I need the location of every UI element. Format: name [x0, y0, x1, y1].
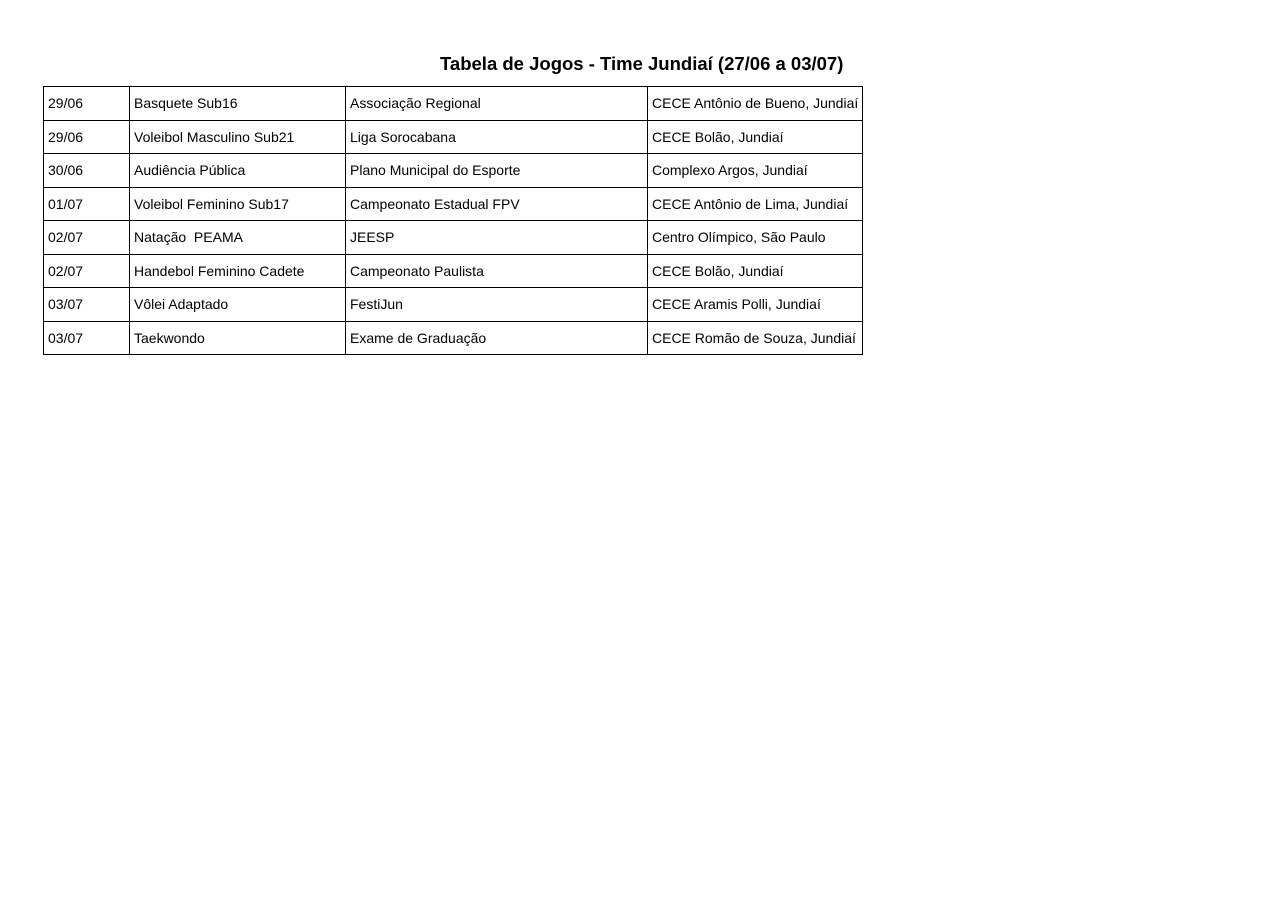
date-cell: 03/07: [44, 321, 130, 355]
sport-cell: Vôlei Adaptado: [130, 288, 346, 322]
date-cell: 30/06: [44, 154, 130, 188]
page-title: Tabela de Jogos - Time Jundiaí (27/06 a 03/07): [440, 53, 844, 74]
table-row: [44, 87, 863, 121]
event-cell: Plano Municipal do Esporte: [346, 154, 648, 188]
date-cell: 02/07: [44, 221, 130, 255]
event-cell: JEESP: [346, 221, 648, 255]
games-table: [43, 86, 863, 355]
table-row: [44, 187, 863, 221]
venue-cell: Complexo Argos, Jundiaí: [648, 154, 863, 188]
sport-cell: Handebol Feminino Cadete: [130, 254, 346, 288]
table-row: [44, 154, 863, 188]
date-cell: 03/07: [44, 288, 130, 322]
venue-cell: CECE Bolão, Jundiaí: [648, 254, 863, 288]
venue-cell: CECE Bolão, Jundiaí: [648, 120, 863, 154]
venue-cell: CECE Aramis Polli, Jundiaí: [648, 288, 863, 322]
event-cell: Liga Sorocabana: [346, 120, 648, 154]
sport-cell: Voleibol Feminino Sub17: [130, 187, 346, 221]
event-cell: Exame de Graduação: [346, 321, 648, 355]
venue-cell: CECE Romão de Souza, Jundiaí: [648, 321, 863, 355]
event-cell: Associação Regional: [346, 87, 648, 121]
date-cell: 01/07: [44, 187, 130, 221]
table-row: [44, 288, 863, 322]
event-cell: Campeonato Estadual FPV: [346, 187, 648, 221]
table-row: [44, 254, 863, 288]
venue-cell: CECE Antônio de Bueno, Jundiaí: [648, 87, 863, 121]
venue-cell: Centro Olímpico, São Paulo: [648, 221, 863, 255]
table-row: [44, 321, 863, 355]
event-cell: FestiJun: [346, 288, 648, 322]
sport-cell: Natação PEAMA: [130, 221, 346, 255]
date-cell: 29/06: [44, 120, 130, 154]
sport-cell: Audiência Pública: [130, 154, 346, 188]
event-cell: Campeonato Paulista: [346, 254, 648, 288]
venue-cell: CECE Antônio de Lima, Jundiaí: [648, 187, 863, 221]
sport-cell: Voleibol Masculino Sub21: [130, 120, 346, 154]
sport-cell: Basquete Sub16: [130, 87, 346, 121]
table-row: [44, 221, 863, 255]
table-row: [44, 120, 863, 154]
sport-cell: Taekwondo: [130, 321, 346, 355]
date-cell: 02/07: [44, 254, 130, 288]
date-cell: 29/06: [44, 87, 130, 121]
